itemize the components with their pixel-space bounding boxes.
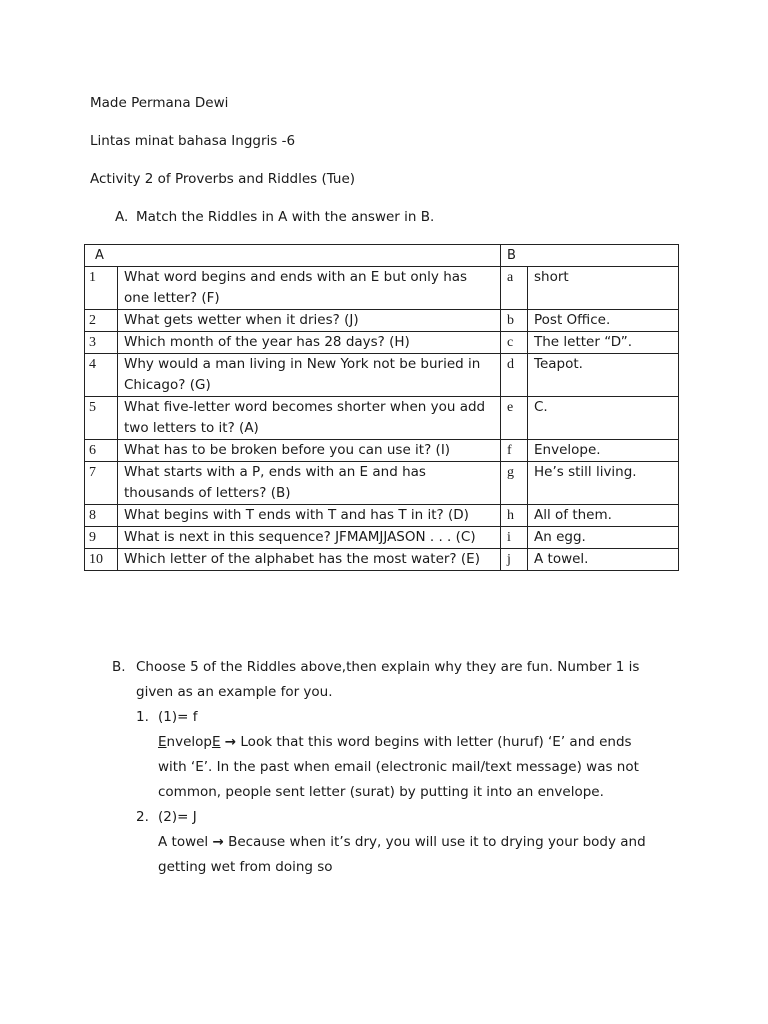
answer-text: A towel. (528, 549, 679, 571)
example-item-2-answer: (2)= J (158, 809, 197, 825)
example-item-2-line-1 (112, 830, 672, 855)
example-item-1-line-2: with ‘E’. In the past when email (electronic mail/text message) was not (158, 759, 639, 775)
example-item-1-answer: (1)= f (158, 709, 198, 725)
section-a-instruction: Match the Riddles in A with the answer in B. (136, 209, 435, 225)
section-b (112, 655, 672, 880)
example-item-2-number: 2. (136, 809, 149, 825)
answer-letter: g (501, 462, 528, 505)
table-row (85, 310, 679, 332)
answer-letter: c (501, 332, 528, 354)
table-row (85, 332, 679, 354)
example-item-2-lead: A towel (158, 834, 213, 850)
subject-line: Lintas minat bahasa Inggris -6 (90, 133, 296, 149)
example-item-2-title (112, 805, 672, 830)
answer-letter: j (501, 549, 528, 571)
riddle-number: 2 (85, 310, 118, 332)
riddle-text: What has to be broken before you can use it? (I) (118, 440, 501, 462)
table-row (85, 354, 679, 397)
riddle-text: What word begins and ends with an E but only has one letter? (F) (118, 267, 501, 310)
riddle-text: Which letter of the alphabet has the most water? (E) (118, 549, 501, 571)
section-b-instruction-1: Choose 5 of the Riddles above,then explain why they are fun. Number 1 is (136, 659, 640, 675)
section-b-instruction-2: given as an example for you. (136, 684, 333, 700)
envelope-middle: nvelop (166, 734, 212, 750)
riddle-number: 9 (85, 527, 118, 549)
riddle-number: 8 (85, 505, 118, 527)
answer-letter: b (501, 310, 528, 332)
table-header-row (85, 245, 679, 267)
activity-title: Activity 2 of Proverbs and Riddles (Tue) (90, 171, 356, 187)
riddle-number: 10 (85, 549, 118, 571)
table-row (85, 440, 679, 462)
riddle-number: 3 (85, 332, 118, 354)
table-row (85, 527, 679, 549)
table-row (85, 462, 679, 505)
answer-text: He’s still living. (528, 462, 679, 505)
riddle-text: What five-letter word becomes shorter when you add two letters to it? (A) (118, 397, 501, 440)
answer-text: An egg. (528, 527, 679, 549)
riddle-text: Which month of the year has 28 days? (H) (118, 332, 501, 354)
riddle-number: 6 (85, 440, 118, 462)
answer-letter: e (501, 397, 528, 440)
riddle-text: Why would a man living in New York not be buried in Chicago? (G) (118, 354, 501, 397)
envelope-underlined-e-start: E (158, 734, 167, 750)
answer-letter: a (501, 267, 528, 310)
right-arrow-icon: → (212, 834, 224, 850)
riddle-number: 1 (85, 267, 118, 310)
answer-text: Post Office. (528, 310, 679, 332)
riddle-number: 7 (85, 462, 118, 505)
riddle-text: What begins with T ends with T and has T in it? (D) (118, 505, 501, 527)
envelope-underlined-e-end: E (211, 734, 221, 750)
riddle-number: 4 (85, 354, 118, 397)
answer-text: Envelope. (528, 440, 679, 462)
column-b-header: B (501, 245, 679, 267)
example-item-1-text-1: Look that this word begins with letter (huruf) ‘E’ and ends (236, 734, 632, 750)
example-item-2-text-1: Because when it’s dry, you will use it to drying your body and (223, 834, 646, 850)
column-a-header: A (85, 245, 501, 267)
example-item-1-line-3: common, people sent letter (surat) by putting it into an envelope. (158, 784, 604, 800)
table-row (85, 549, 679, 571)
example-item-1-title (112, 705, 672, 730)
section-a-marker: A. (115, 209, 129, 225)
table-row (85, 267, 679, 310)
student-name: Made Permana Dewi (90, 95, 229, 111)
riddle-table (84, 244, 679, 571)
section-b-heading (112, 655, 672, 680)
right-arrow-icon: → (224, 734, 237, 750)
section-b-marker: B. (112, 659, 126, 675)
answer-text: All of them. (528, 505, 679, 527)
answer-text: Teapot. (528, 354, 679, 397)
riddle-text: What is next in this sequence? JFMAMJJASON . . . (C) (118, 527, 501, 549)
table-row (85, 397, 679, 440)
example-item-1-line-1 (112, 730, 672, 755)
riddle-text: What gets wetter when it dries? (J) (118, 310, 501, 332)
answer-letter: i (501, 527, 528, 549)
example-item-2-line-2: getting wet from doing so (158, 859, 333, 875)
answer-text: short (528, 267, 679, 310)
answer-text: C. (528, 397, 679, 440)
answer-text: The letter “D”. (528, 332, 679, 354)
section-a-heading (115, 209, 434, 225)
riddle-text: What starts with a P, ends with an E and has thousands of letters? (B) (118, 462, 501, 505)
answer-letter: h (501, 505, 528, 527)
example-item-1-number: 1. (136, 709, 149, 725)
answer-letter: f (501, 440, 528, 462)
answer-letter: d (501, 354, 528, 397)
riddle-number: 5 (85, 397, 118, 440)
table-row (85, 505, 679, 527)
